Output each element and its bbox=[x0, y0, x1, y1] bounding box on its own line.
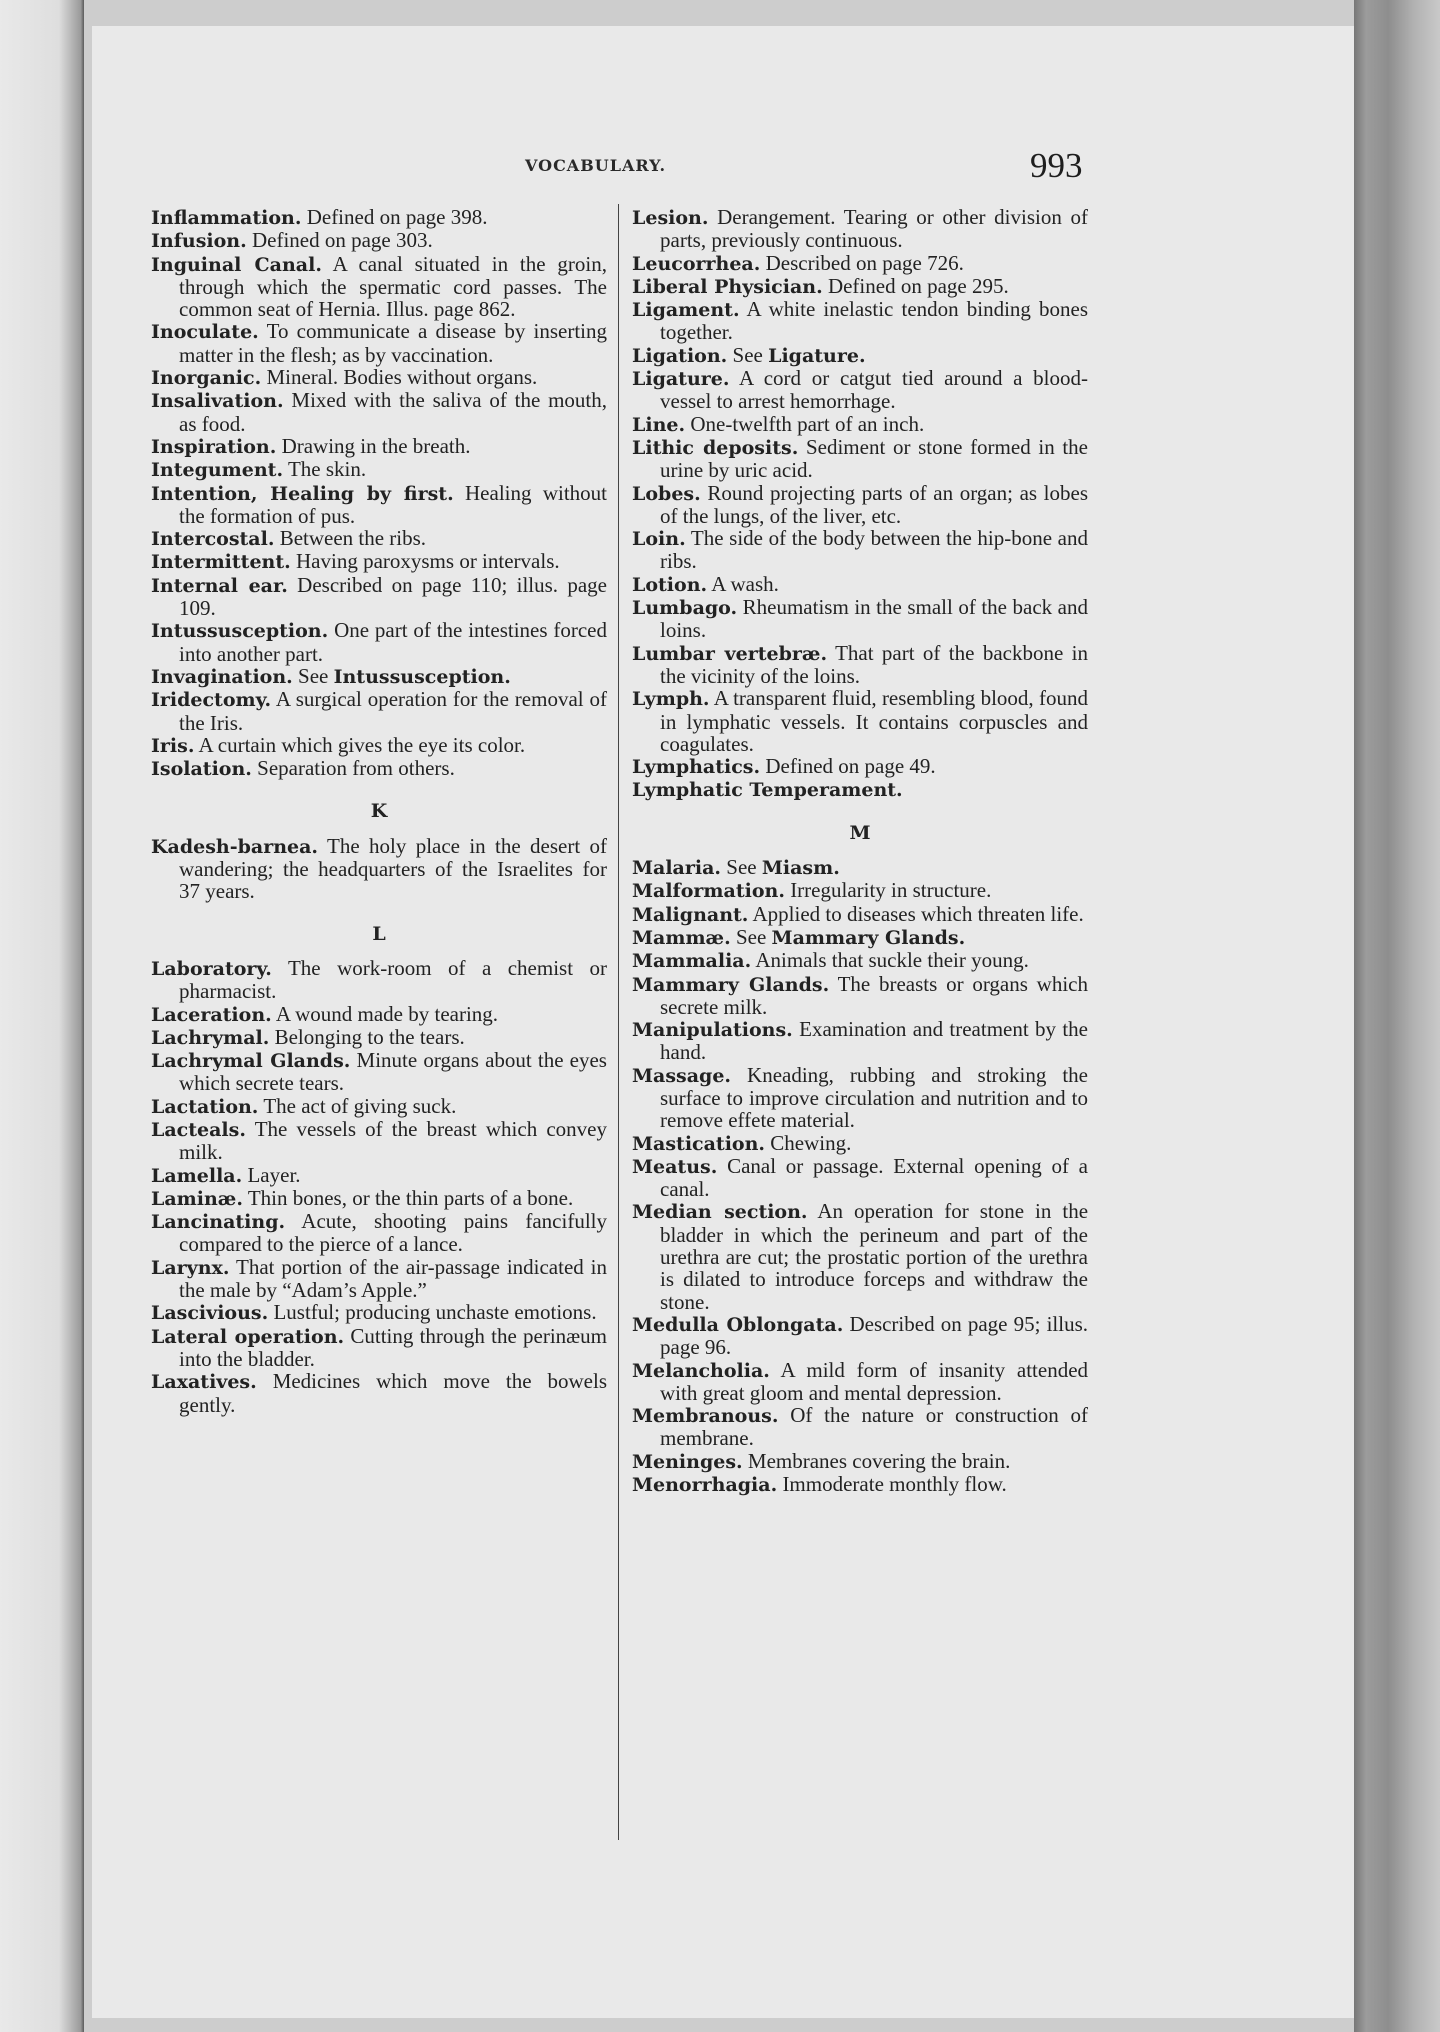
entry-term: Lateral operation. bbox=[151, 1325, 345, 1348]
entry-definition: Mixed with the saliva of the mouth, as food. bbox=[179, 388, 607, 436]
vocabulary-entry bbox=[151, 320, 607, 366]
entry-term: Larynx. bbox=[151, 1256, 230, 1279]
entry-term: Intussusception. bbox=[151, 620, 329, 643]
entry-term: Mammalia. bbox=[632, 950, 752, 973]
entry-definition: Having paroxysms or intervals. bbox=[296, 549, 560, 574]
vocabulary-entry bbox=[151, 389, 607, 435]
entry-term: Lumbago. bbox=[632, 597, 738, 620]
cross-reference: Ligature. bbox=[768, 344, 866, 367]
entry-definition: See bbox=[298, 663, 329, 688]
vocabulary-entry bbox=[151, 619, 607, 665]
vocabulary-entry bbox=[632, 1473, 1088, 1496]
vocabulary-entry bbox=[151, 1049, 607, 1095]
entry-definition: Immoderate monthly flow. bbox=[782, 1472, 1007, 1497]
entry-term: Lymph. bbox=[632, 688, 710, 711]
page-binding-shadow bbox=[1354, 0, 1440, 2032]
entry-term: Iris. bbox=[151, 734, 195, 757]
entry-term: Lumbar vertebræ. bbox=[632, 642, 828, 665]
vocabulary-entry bbox=[151, 1095, 607, 1118]
entry-definition: Irregularity in structure. bbox=[790, 878, 992, 903]
entry-term: Meatus. bbox=[632, 1155, 718, 1178]
vocabulary-entry bbox=[632, 755, 1088, 778]
entry-term: Lobes. bbox=[632, 482, 701, 505]
entry-definition: Examination and treatment by the hand. bbox=[660, 1017, 1089, 1065]
vocabulary-entry bbox=[632, 1064, 1088, 1132]
entry-definition: A curtain which gives the eye its color. bbox=[198, 732, 526, 757]
entry-definition: Derangement. Tearing or other division of parts, previously continuous. bbox=[660, 205, 1089, 253]
entry-definition: One part of the intestines forced into another part. bbox=[179, 618, 607, 666]
entry-definition: Kneading, rubbing and stroking the surface to improve circulation and nutrition and to remove effete material. bbox=[660, 1062, 1088, 1133]
entry-term: Infusion. bbox=[151, 230, 247, 253]
entry-term: Iridectomy. bbox=[151, 689, 272, 712]
entry-definition: Between the ribs. bbox=[279, 526, 427, 551]
vocabulary-entry bbox=[151, 482, 607, 528]
vocabulary-entry bbox=[632, 1018, 1088, 1064]
vocabulary-entry bbox=[151, 1325, 607, 1371]
entry-definition: Cutting through the perinæum into the bladder. bbox=[179, 1323, 608, 1371]
entry-definition: Sediment or stone formed in the urine by uric acid. bbox=[660, 434, 1089, 483]
vocabulary-entry bbox=[151, 366, 607, 389]
entry-term: Inguinal Canal. bbox=[151, 253, 322, 276]
entry-definition: A wash. bbox=[711, 571, 779, 596]
vocabulary-entry bbox=[151, 688, 607, 734]
vocabulary-entry bbox=[632, 1404, 1088, 1450]
entry-term: Mastication. bbox=[632, 1132, 766, 1155]
vocabulary-entry bbox=[151, 957, 607, 1003]
vocabulary-entry bbox=[151, 550, 607, 573]
vocabulary-entry bbox=[632, 1359, 1088, 1405]
entry-term: Lamella. bbox=[151, 1164, 243, 1187]
vocabulary-entry bbox=[632, 413, 1088, 436]
entry-definition: Lustful; producing unchaste emotions. bbox=[273, 1300, 597, 1325]
vocabulary-entry bbox=[632, 949, 1088, 972]
entry-term: Laboratory. bbox=[151, 957, 272, 980]
entry-definition: A wound made by tearing. bbox=[275, 1001, 499, 1026]
entry-term: Lactation. bbox=[151, 1095, 259, 1118]
entry-definition: Of the nature or construction of membrane. bbox=[660, 1403, 1088, 1451]
section-letter: L bbox=[372, 922, 386, 945]
entry-definition: The side of the body between the hip-bone and ribs. bbox=[660, 526, 1088, 574]
entry-term: Kadesh-barnea. bbox=[151, 835, 319, 858]
entry-definition: A canal situated in the groin, through which the spermatic cord passes. The common seat of Hernia. Illus. page 862. bbox=[179, 251, 607, 322]
entry-term: Ligament. bbox=[632, 299, 740, 322]
left-column bbox=[151, 206, 607, 1416]
entry-definition: Minute organs about the eyes which secrete tears. bbox=[179, 1048, 607, 1096]
entry-definition: A white inelastic tendon binding bones together. bbox=[660, 297, 1089, 345]
entry-term: Leucorrhea. bbox=[632, 252, 761, 275]
entry-definition: A cord or catgut tied around a blood-vessel to arrest hemorrhage. bbox=[660, 366, 1089, 414]
entry-term: Melancholia. bbox=[632, 1359, 770, 1382]
vocabulary-entry bbox=[151, 757, 607, 780]
vocabulary-entry bbox=[632, 1155, 1088, 1201]
entry-term: Intermittent. bbox=[151, 551, 291, 574]
entry-term: Manipulations. bbox=[632, 1019, 793, 1042]
entry-definition: Animals that suckle their young. bbox=[755, 948, 1029, 973]
vocabulary-entry bbox=[151, 1301, 607, 1324]
entry-term: Lithic deposits. bbox=[632, 436, 799, 459]
entry-definition: Membranes covering the brain. bbox=[747, 1448, 1011, 1473]
entry-definition: The holy place in the desert of wandering; the headquarters of the Israelites for 37 years. bbox=[179, 833, 608, 904]
right-column bbox=[632, 206, 1088, 1496]
vocabulary-entry bbox=[151, 206, 607, 229]
entry-definition: The work-room of a chemist or pharmacist. bbox=[179, 955, 607, 1004]
vocabulary-entry bbox=[151, 253, 607, 321]
vocabulary-entry bbox=[632, 903, 1088, 926]
vocabulary-entry bbox=[632, 275, 1088, 298]
vocabulary-entry bbox=[151, 1210, 607, 1256]
entry-term: Medulla Oblongata. bbox=[632, 1313, 844, 1336]
entry-term: Laminæ. bbox=[151, 1187, 243, 1210]
vocabulary-entry bbox=[632, 778, 1088, 801]
vocabulary-entry bbox=[632, 482, 1088, 528]
vocabulary-entry bbox=[632, 596, 1088, 642]
vocabulary-entry bbox=[632, 1132, 1088, 1155]
entry-term: Mammæ. bbox=[632, 926, 731, 949]
entry-definition: An operation for stone in the bladder in which the perineum and part of the urethra are cut; the prostatic portion of the urethra is dilated to introduce forceps and withdraw the stone. bbox=[660, 1199, 1089, 1314]
entry-term: Internal ear. bbox=[151, 574, 288, 597]
vocabulary-entry bbox=[632, 436, 1088, 482]
vocabulary-entry bbox=[632, 879, 1088, 902]
vocabulary-entry bbox=[632, 367, 1088, 413]
vocabulary-entry bbox=[151, 835, 607, 903]
entry-term: Massage. bbox=[632, 1064, 732, 1087]
entry-term: Isolation. bbox=[151, 758, 252, 781]
vocabulary-entry bbox=[151, 229, 607, 252]
entry-term: Line. bbox=[632, 413, 686, 436]
entry-definition: Thin bones, or the thin parts of a bone. bbox=[247, 1185, 574, 1210]
entry-definition: To communicate a disease by inserting matter in the flesh; as by vaccination. bbox=[179, 319, 608, 367]
entry-definition: A mild form of insanity attended with great gloom and mental depression. bbox=[660, 1357, 1089, 1405]
vocabulary-entry bbox=[151, 1003, 607, 1026]
entry-term: Mammary Glands. bbox=[632, 973, 830, 996]
entry-term: Integument. bbox=[151, 459, 284, 482]
entry-term: Insalivation. bbox=[151, 390, 284, 413]
cross-reference: Miasm. bbox=[761, 857, 840, 880]
entry-term: Lancinating. bbox=[151, 1211, 286, 1234]
vocabulary-entry bbox=[151, 1118, 607, 1164]
section-letter: K bbox=[370, 800, 388, 823]
entry-definition: Applied to diseases which threaten life. bbox=[752, 901, 1084, 926]
vocabulary-entry bbox=[632, 206, 1088, 252]
vocabulary-entry bbox=[632, 1200, 1088, 1312]
entry-definition: Defined on page 303. bbox=[251, 228, 433, 253]
entry-term: Membranous. bbox=[632, 1405, 779, 1428]
vocabulary-entry bbox=[151, 1164, 607, 1187]
vocabulary-entry bbox=[151, 1187, 607, 1210]
entry-term: Inorganic. bbox=[151, 367, 262, 390]
entry-term: Lymphatics. bbox=[632, 756, 761, 779]
entry-definition: Chewing. bbox=[770, 1130, 852, 1155]
vocabulary-entry bbox=[632, 573, 1088, 596]
entry-term: Laxatives. bbox=[151, 1371, 257, 1394]
entry-term: Lachrymal. bbox=[151, 1026, 270, 1049]
vocabulary-entry bbox=[632, 1313, 1088, 1359]
entry-definition: Mineral. Bodies without organs. bbox=[266, 365, 538, 390]
vocabulary-entry bbox=[632, 926, 1088, 949]
section-letter: M bbox=[849, 821, 871, 844]
entry-definition: The breasts or organs which secrete milk. bbox=[660, 971, 1088, 1019]
entry-term: Menorrhagia. bbox=[632, 1474, 778, 1497]
entry-definition: Medicines which move the bowels gently. bbox=[179, 1369, 608, 1417]
entry-definition: Described on page 110; illus. page 109. bbox=[179, 572, 607, 621]
vocabulary-entry bbox=[632, 298, 1088, 344]
cross-reference: Intussusception. bbox=[333, 665, 511, 688]
running-header: VOCABULARY. bbox=[525, 156, 667, 175]
column-divider bbox=[618, 204, 619, 1840]
entry-definition: See bbox=[732, 342, 763, 367]
vocabulary-entry bbox=[632, 973, 1088, 1019]
vocabulary-entry bbox=[151, 435, 607, 458]
entry-term: Intercostal. bbox=[151, 528, 275, 551]
entry-term: Intention, Healing by first. bbox=[151, 482, 454, 505]
entry-definition: Described on page 726. bbox=[765, 250, 964, 275]
entry-definition: That portion of the air-passage indicated in the male by “Adam’s Apple.” bbox=[179, 1254, 608, 1303]
vocabulary-entry bbox=[151, 1256, 607, 1302]
entry-definition: Belonging to the tears. bbox=[274, 1024, 465, 1049]
entry-definition: See bbox=[735, 924, 767, 949]
entry-definition: Acute, shooting pains fancifully compared to the pierce of a lance. bbox=[179, 1209, 607, 1257]
vocabulary-entry bbox=[632, 642, 1088, 688]
cross-reference: Mammary Glands. bbox=[771, 926, 966, 949]
entry-term: Loin. bbox=[632, 528, 686, 551]
vocabulary-entry bbox=[151, 458, 607, 481]
entry-definition: Round projecting parts of an organ; as lobes of the lungs, of the liver, etc. bbox=[660, 480, 1089, 528]
entry-term: Median section. bbox=[632, 1201, 808, 1224]
vocabulary-entry bbox=[151, 1026, 607, 1049]
vocabulary-entry bbox=[632, 1450, 1088, 1473]
vocabulary-entry bbox=[151, 734, 607, 757]
entry-definition: One-twelfth part of an inch. bbox=[690, 411, 925, 436]
vocabulary-entry bbox=[632, 252, 1088, 275]
facing-page-edge bbox=[0, 0, 84, 2032]
entry-definition: The act of giving suck. bbox=[263, 1093, 457, 1118]
entry-term: Malformation. bbox=[632, 880, 785, 903]
entry-term: Lachrymal Glands. bbox=[151, 1050, 351, 1073]
entry-definition: A surgical operation for the removal of the Iris. bbox=[179, 687, 607, 735]
entry-term: Invagination. bbox=[151, 665, 293, 688]
vocabulary-entry bbox=[632, 344, 1088, 367]
entry-definition: Defined on page 295. bbox=[827, 273, 1009, 298]
vocabulary-entry bbox=[151, 665, 607, 688]
entry-term: Lascivious. bbox=[151, 1302, 269, 1325]
entry-term: Laceration. bbox=[151, 1003, 272, 1026]
entry-term: Malaria. bbox=[632, 857, 722, 880]
vocabulary-entry bbox=[632, 527, 1088, 573]
entry-definition: See bbox=[726, 855, 757, 880]
entry-term: Inspiration. bbox=[151, 435, 277, 458]
entry-definition: The vessels of the breast which convey milk. bbox=[179, 1116, 607, 1165]
entry-term: Inoculate. bbox=[151, 321, 259, 344]
entry-term: Lotion. bbox=[632, 573, 708, 596]
entry-definition: That part of the backbone in the vicinity of the loins. bbox=[660, 640, 1088, 688]
entry-term: Lesion. bbox=[632, 207, 709, 229]
entry-definition: Defined on page 49. bbox=[765, 754, 936, 779]
entry-definition: Healing without the formation of pus. bbox=[179, 480, 607, 528]
entry-definition: Drawing in the breath. bbox=[281, 433, 471, 458]
vocabulary-entry bbox=[151, 527, 607, 550]
entry-definition: Separation from others. bbox=[257, 756, 455, 781]
entry-term: Inflammation. bbox=[151, 207, 302, 229]
entry-definition: Defined on page 398. bbox=[306, 205, 488, 229]
page-number: 993 bbox=[1030, 146, 1083, 185]
vocabulary-entry bbox=[151, 1370, 607, 1416]
entry-definition: Rheumatism in the small of the back and loins. bbox=[660, 595, 1088, 643]
vocabulary-entry bbox=[632, 856, 1088, 879]
entry-term: Lacteals. bbox=[151, 1118, 246, 1141]
entry-definition: Canal or passage. External opening of a canal. bbox=[660, 1153, 1088, 1202]
entry-definition: Layer. bbox=[247, 1162, 301, 1187]
entry-definition: A transparent fluid, resembling blood, found in lymphatic vessels. It contains corpuscles and coagulates. bbox=[660, 686, 1088, 756]
vocabulary-entry bbox=[151, 574, 607, 620]
entry-term: Malignant. bbox=[632, 903, 749, 926]
entry-definition: The skin. bbox=[287, 457, 367, 482]
entry-definition: Described on page 95; illus. page 96. bbox=[660, 1311, 1089, 1360]
entry-term: Ligature. bbox=[632, 368, 730, 391]
vocabulary-entry bbox=[632, 687, 1088, 755]
entry-term: Liberal Physician. bbox=[632, 275, 823, 298]
entry-term: Ligation. bbox=[632, 344, 728, 367]
entry-term: Meninges. bbox=[632, 1450, 743, 1473]
entry-term: Lymphatic Temperament. bbox=[632, 779, 903, 802]
